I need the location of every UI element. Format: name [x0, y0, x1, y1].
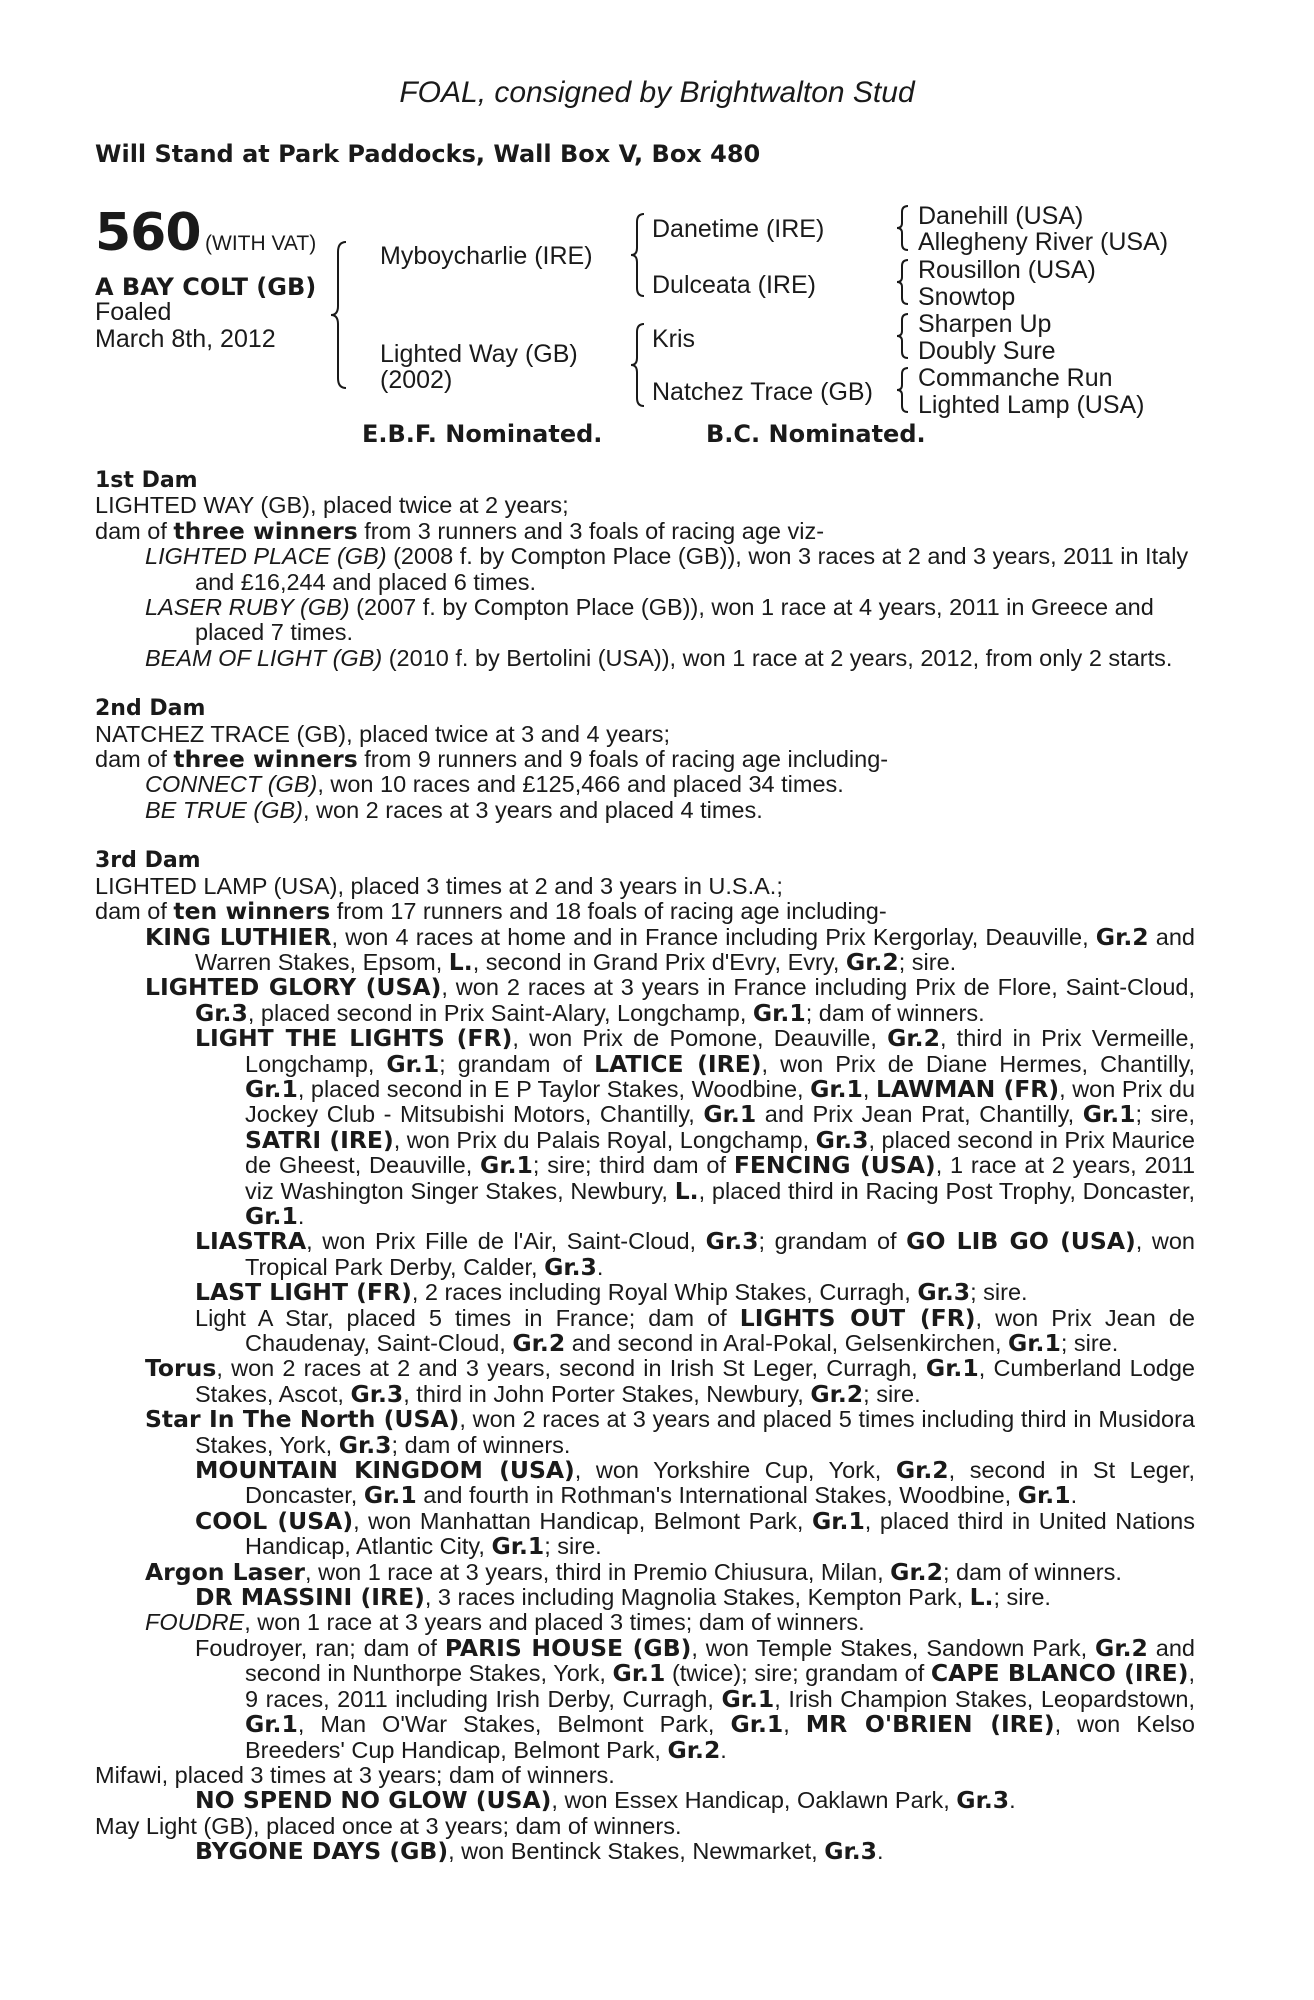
progeny-entry: LIGHTED PLACE (GB) (2008 f. by Compton Place (GB)), won 3 races at 2 and 3 years, 2011 in Italy and £16,244 and placed 6 times.	[145, 543, 1189, 595]
progeny-entry: Argon Laser, won 1 race at 3 years, third in Premio Chiusura, Milan, Gr.2; dam of winners.	[145, 1557, 1122, 1586]
pedigree-dss: Sharpen Up	[918, 310, 1052, 338]
dam-line-brace	[628, 322, 648, 408]
pedigree-sdd: Snowtop	[918, 283, 1016, 311]
pedigree-dam-sire: Kris	[652, 325, 696, 353]
progeny-entry: LIASTRA, won Prix Fille de l'Air, Saint-Cloud, Gr.3; grandam of GO LIB GO (USA), won Tropical Park Derby, Calder, Gr.3.	[195, 1227, 1195, 1281]
sire-line-brace	[628, 212, 648, 298]
progeny-entry: Light A Star, placed 5 times in France; dam of LIGHTS OUT (FR), won Prix Jean de Chaudenay, Saint-Cloud, Gr.2 and second in Aral-Pokal, Gelsenkirchen, Gr.1; sire.	[195, 1303, 1195, 1357]
vat-label: (WITH VAT)	[205, 232, 317, 255]
progeny-entry: CONNECT (GB), won 10 races and £125,466 and placed 34 times.	[145, 771, 844, 798]
progeny-entry: Mifawi, placed 3 times at 3 years; dam of winners.	[95, 1761, 615, 1788]
progeny-entry: LAST LIGHT (FR), 2 races including Royal Whip Stakes, Curragh, Gr.3; sire.	[195, 1278, 1028, 1307]
progeny-entry: BYGONE DAYS (GB), won Bentinck Stakes, Newmarket, Gr.3.	[195, 1837, 884, 1866]
progeny-entry: DR MASSINI (IRE), 3 races including Magnolia Stakes, Kempton Park, L.; sire.	[195, 1583, 1051, 1612]
first-dam-heading: 1st Dam	[95, 468, 198, 493]
lot-number: 560	[95, 203, 201, 263]
stand-location: Will Stand at Park Paddocks, Wall Box V, Box 480	[95, 140, 761, 168]
lot-number-line	[95, 203, 316, 263]
pedigree-ddd: Lighted Lamp (USA)	[918, 391, 1145, 419]
pedigree-sss: Danehill (USA)	[918, 202, 1084, 230]
consignor-title: FOAL, consigned by Brightwalton Stud	[399, 76, 915, 109]
second-dam-line: NATCHEZ TRACE (GB), placed twice at 3 and 4 years;	[95, 720, 671, 747]
pedigree-dds: Commanche Run	[918, 364, 1113, 392]
pedigree-sds: Rousillon (USA)	[918, 256, 1096, 284]
progeny-entry: BE TRUE (GB), won 2 races at 3 years and placed 4 times.	[145, 796, 763, 823]
progeny-entry: Star In The North (USA), won 2 races at 3 years and placed 5 times including third in Musidora Stakes, York, Gr.3; dam of winners.	[145, 1405, 1195, 1459]
progeny-entry: MOUNTAIN KINGDOM (USA), won Yorkshire Cup, York, Gr.2, second in St Leger, Doncaster, Gr.1 and fourth in Rothman's International Stakes, Woodbine, Gr.1.	[195, 1456, 1195, 1510]
progeny-entry: Torus, won 2 races at 2 and 3 years, second in Irish St Leger, Curragh, Gr.1, Cumberland Lodge Stakes, Ascot, Gr.3, third in John Porter Stakes, Newbury, Gr.2; sire.	[145, 1354, 1196, 1408]
pedigree-dam: Lighted Way (GB)	[380, 340, 578, 368]
ebf-nominated: E.B.F. Nominated.	[362, 420, 603, 448]
gen3-brace-4	[894, 366, 912, 414]
progeny-entry: BEAM OF LIGHT (GB) (2010 f. by Bertolini (USA)), won 1 race at 2 years, 2012, from only 2 starts.	[145, 644, 1173, 671]
second-dam-heading: 2nd Dam	[95, 696, 206, 722]
gen3-brace-1	[894, 204, 912, 252]
progeny-entry: NO SPEND NO GLOW (USA), won Essex Handicap, Oaklawn Park, Gr.3.	[195, 1786, 1016, 1815]
pedigree-sire-sire: Danetime (IRE)	[652, 215, 825, 243]
gen3-brace-3	[894, 312, 912, 360]
second-dam-record: dam of three winners from 9 runners and 9 foals of racing age including-	[95, 745, 889, 774]
pedigree-dsd: Doubly Sure	[918, 337, 1056, 365]
lot-name: A BAY COLT (GB)	[95, 273, 317, 301]
gen3-brace-2	[894, 258, 912, 306]
third-dam-line: LIGHTED LAMP (USA), placed 3 times at 2 and 3 years in U.S.A.;	[95, 872, 783, 899]
third-dam-record: dam of ten winners from 17 runners and 18 foals of racing age including-	[95, 897, 887, 926]
progeny-entry: FOUDRE, won 1 race at 3 years and placed 3 times; dam of winners.	[145, 1609, 865, 1636]
progeny-entry: LASER RUBY (GB) (2007 f. by Compton Place (GB)), won 1 race at 4 years, 2011 in Greece and placed 7 times.	[145, 594, 1154, 646]
foaled-date: March 8th, 2012	[95, 325, 276, 353]
pedigree-dam-year: (2002)	[380, 366, 453, 394]
bc-nominated: B.C. Nominated.	[706, 420, 926, 448]
progeny-entry: LIGHTED GLORY (USA), won 2 races at 3 years in France including Prix de Flore, Saint-Cloud, Gr.3, placed second in Prix Saint-Alary, Longchamp, Gr.1; dam of winners.	[145, 973, 1195, 1027]
progeny-entry: May Light (GB), placed once at 3 years; dam of winners.	[95, 1812, 682, 1839]
pedigree-dam-dam: Natchez Trace (GB)	[652, 378, 873, 406]
first-dam-record: dam of three winners from 3 runners and 3 foals of racing age viz-	[95, 516, 825, 545]
progeny-entry: Foudroyer, ran; dam of PARIS HOUSE (GB), won Temple Stakes, Sandown Park, Gr.2 and second in Nunthorpe Stakes, York, Gr.1 (twice); sire; grandam of CAPE BLANCO (IRE), 9 races, 2011 including Irish Derby, Curragh, Gr.1, Irish Champion Stakes, Leopardstown, Gr.1, Man O'War Stakes, Belmont Park, Gr.1, MR O'BRIEN (IRE), won Kelso Breeders' Cup Handicap, Belmont Park, Gr.2.	[195, 1633, 1196, 1764]
progeny-entry: LIGHT THE LIGHTS (FR), won Prix de Pomone, Deauville, Gr.2, third in Prix Vermeille, Longchamp, Gr.1; grandam of LATICE (IRE), won Prix de Diane Hermes, Chantilly, Gr.1, placed second in E P Taylor Stakes, Woodbine, Gr.1, LAWMAN (FR), won Prix du Jockey Club - Mitsubishi Motors, Chantilly, Gr.1 and Prix Jean Prat, Chantilly, Gr.1; sire, SATRI (IRE), won Prix du Palais Royal, Longchamp, Gr.3, placed second in Prix Maurice de Gheest, Deauville, Gr.1; sire; third dam of FENCING (USA), 1 race at 2 years, 2011 viz Washington Singer Stakes, Newbury, L., placed third in Racing Post Trophy, Doncaster, Gr.1.	[195, 1024, 1196, 1230]
dam-details	[95, 468, 1195, 1865]
progeny-entry: KING LUTHIER, won 4 races at home and in France including Prix Kergorlay, Deauville, Gr.2 and Warren Stakes, Epsom, L., second in Grand Prix d'Evry, Evry, Gr.2; sire.	[145, 922, 1195, 976]
foaled-label: Foaled	[95, 298, 172, 326]
third-dam-heading: 3rd Dam	[95, 848, 201, 874]
sire-dam-brace	[328, 240, 350, 390]
pedigree-sire-dam: Dulceata (IRE)	[652, 271, 816, 299]
pedigree-sire: Myboycharlie (IRE)	[380, 242, 593, 270]
first-dam-line: LIGHTED WAY (GB), placed twice at 2 years;	[95, 492, 569, 519]
progeny-entry: COOL (USA), won Manhattan Handicap, Belmont Park, Gr.1, placed third in United Nations Handicap, Atlantic City, Gr.1; sire.	[195, 1506, 1195, 1561]
pedigree-ssd: Allegheny River (USA)	[918, 228, 1169, 256]
